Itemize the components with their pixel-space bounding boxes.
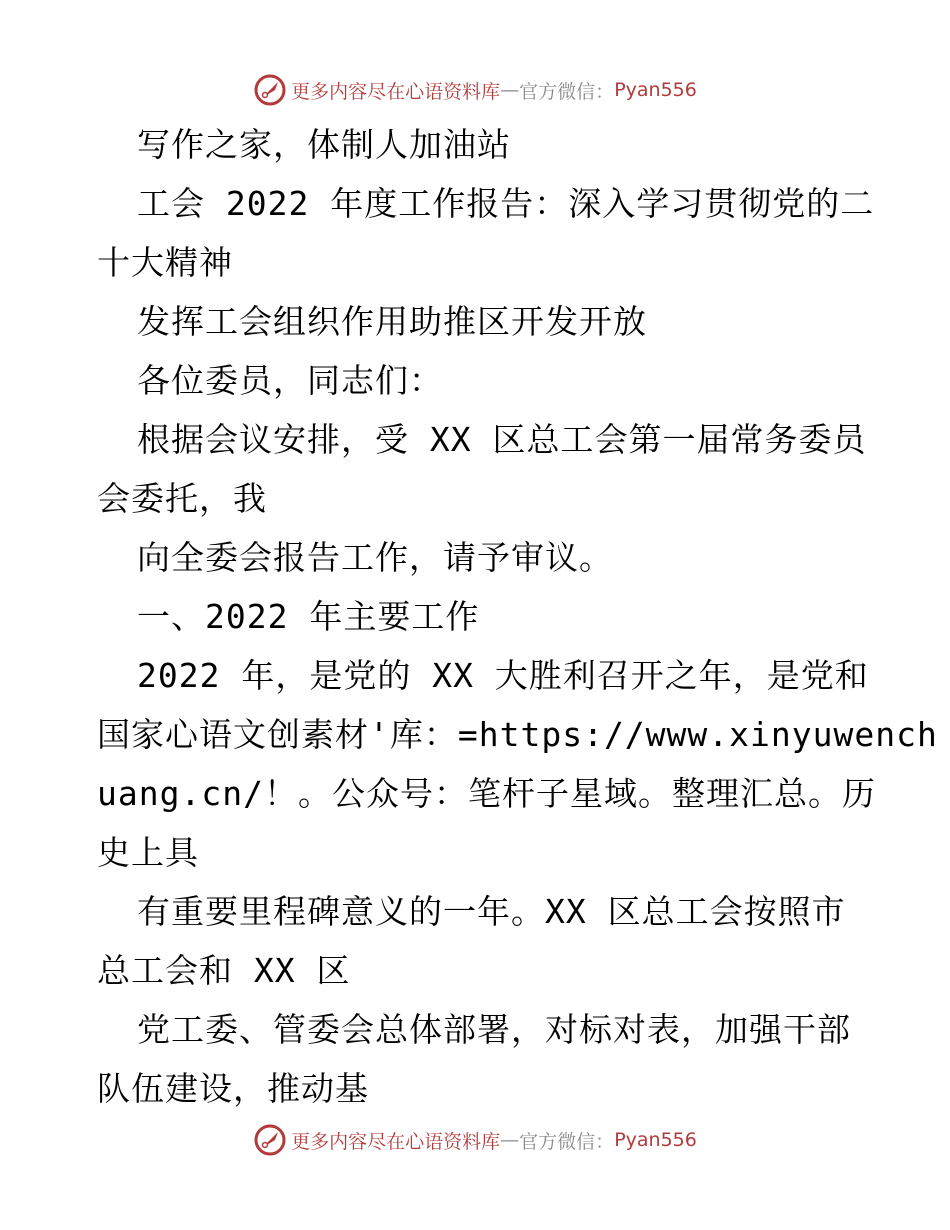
text-line: 总工会和 XX 区 (97, 951, 351, 990)
text-line: 各位委员，同志们： (137, 361, 443, 400)
header-watermark-banner (0, 70, 950, 110)
banner-official-label: 官方微信： (519, 1130, 615, 1153)
text-line: 队伍建设，推动基 (97, 1069, 369, 1108)
text-line: 工会 2022 年度工作报告：深入学习贯彻党的二 (137, 184, 875, 223)
banner-dash: — (500, 79, 520, 101)
text-line: 党工委、管委会总体部署，对标对表，加强干部 (137, 1010, 851, 1049)
banner-official-label: 官方微信： (519, 80, 615, 103)
text-line: 2022 年，是党的 XX 大胜利召开之年，是党和 (137, 656, 869, 695)
text-line: 写作之家，体制人加油站 (137, 125, 511, 164)
quill-logo-icon (253, 1123, 287, 1157)
footer-watermark-banner (0, 1120, 950, 1160)
text-line: 根据会议安排，受 XX 区总工会第一届常务委员 (137, 420, 867, 459)
text-line: 十大精神 (97, 243, 233, 282)
banner-wechat-id: Pyan556 (614, 79, 697, 101)
quill-logo-icon (253, 73, 287, 107)
banner-dash: — (500, 1129, 520, 1151)
section-heading: 一、2022 年主要工作 (137, 597, 480, 636)
text-line: 向全委会报告工作，请予审议。 (137, 538, 613, 577)
text-line: 国家心语文创素材'库：=https://www.xinyuwench (97, 715, 938, 754)
banner-main-text: 更多内容尽在心语资料库 (291, 80, 501, 103)
banner-wechat-id: Pyan556 (614, 1129, 697, 1151)
text-line: 发挥工会组织作用助推区开发开放 (137, 302, 647, 341)
banner-main-text: 更多内容尽在心语资料库 (291, 1130, 501, 1153)
text-line: 史上具 (97, 833, 199, 872)
text-line: 有重要里程碑意义的一年。XX 区总工会按照市 (137, 892, 846, 931)
text-line: 会委托，我 (97, 479, 267, 518)
text-line: uang.cn/！。公众号：笔杆子星域。整理汇总。历 (97, 774, 876, 813)
